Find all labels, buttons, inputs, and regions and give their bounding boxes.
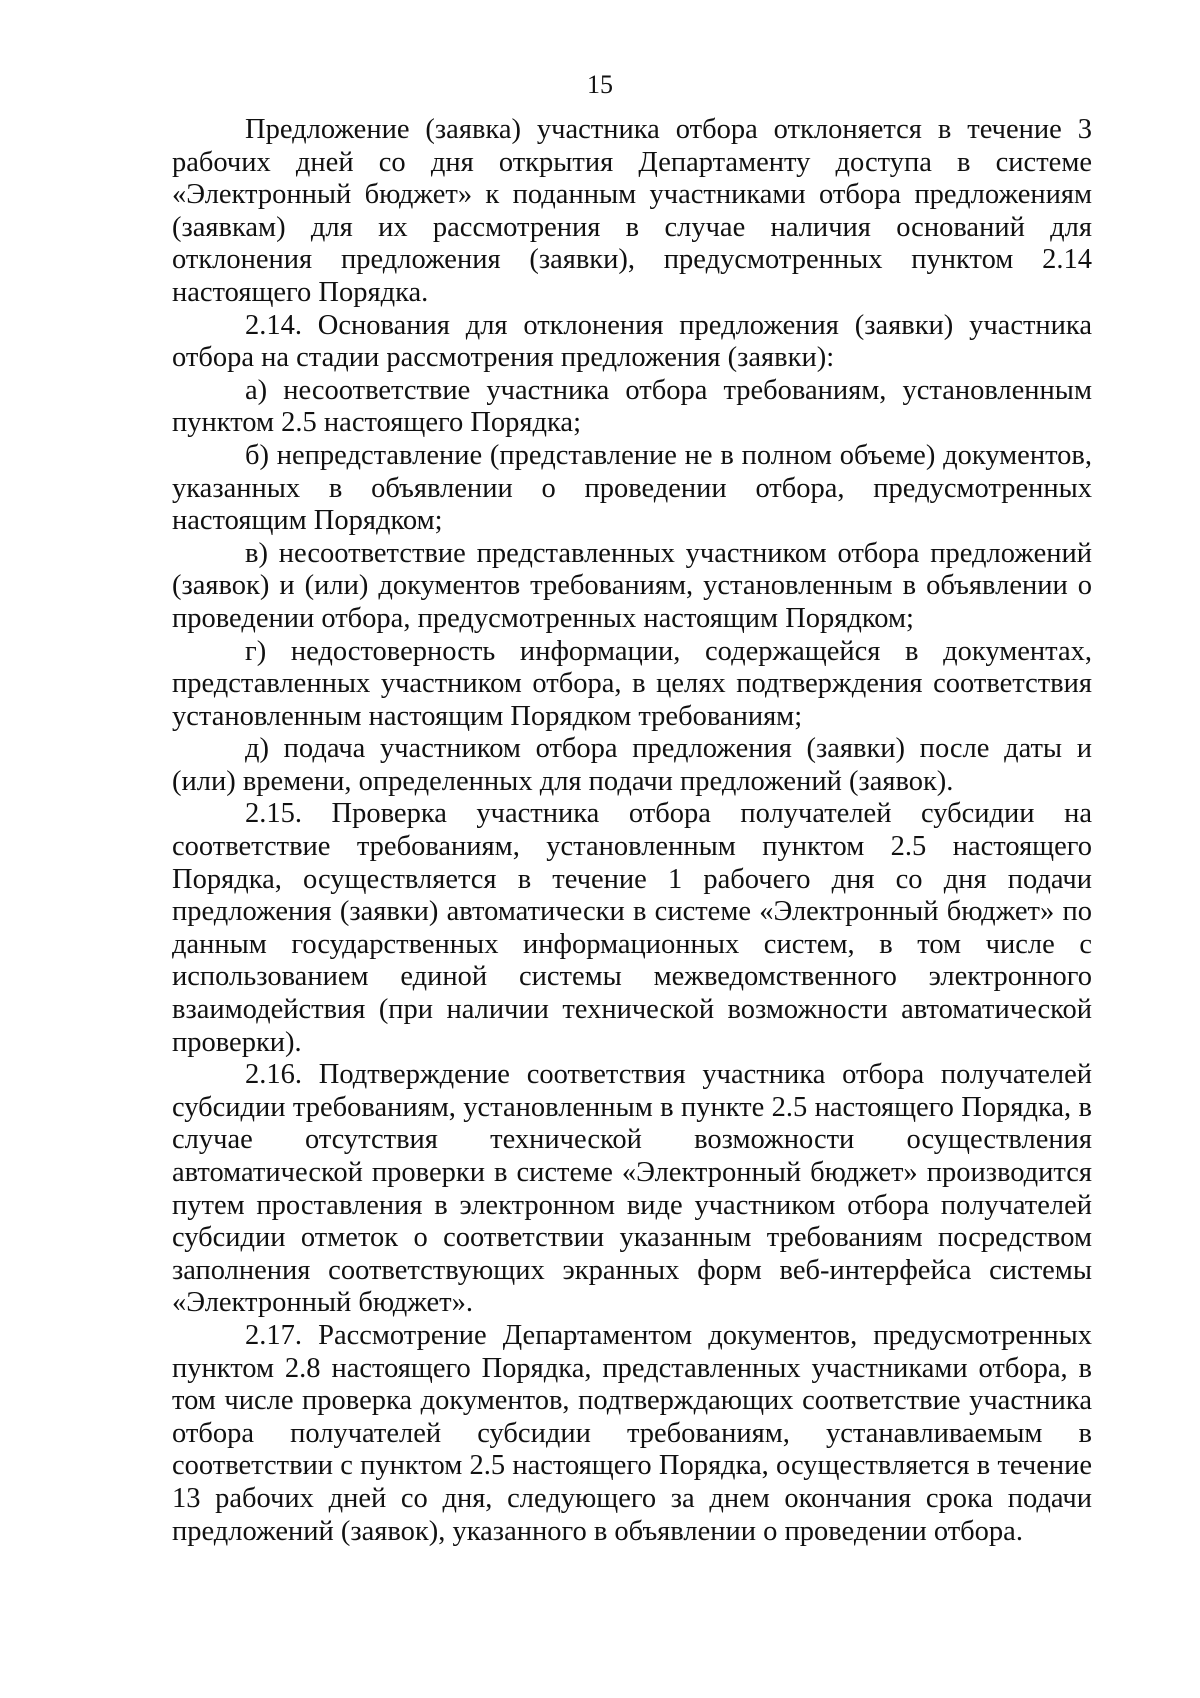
paragraph-2-14-v: в) несоответствие представленных участником отбора предложений (заявок) и (или) документов требованиям, установленным в объявлении о проведении отбора, предусмотренных настоящим Порядком; — [172, 537, 1092, 634]
paragraph-2-14-b: б) непредставление (представление не в полном объеме) документов, указанных в объявлении о проведении отбора, предусмотренных настоящим Порядком; — [172, 439, 1092, 537]
document-body — [172, 114, 1092, 1548]
paragraph-2-14-g: г) недостоверность информации, содержащейся в документах, представленных участником отбора, в целях подтверждения соответствия установленным настоящим Порядком требованиям; — [172, 635, 1092, 732]
paragraph-2-17: 2.17. Рассмотрение Департаментом документов, предусмотренных пунктом 2.8 настоящего Порядка, представленных участниками отбора, в том числе проверка документов, подтверждающих соответствие участника отбора получателей субсидии требованиям, устанавливаемым в соответствии с пунктом 2.5 настоящего Порядка, осуществляется в течение 13 рабочих дней со дня, следующего за днем окончания срока подачи предложений (заявок), указанного в объявлении о проведении отбора. — [172, 1319, 1092, 1547]
paragraph-2-16: 2.16. Подтверждение соответствия участника отбора получателей субсидии требованиям, установленным в пункте 2.5 настоящего Порядка, в случае отсутствия технической возможности осуществления автоматической проверки в системе «Электронный бюджет» производится путем проставления в электронном виде участником отбора получателей субсидии отметок о соответствии указанным требованиям посредством заполнения соответствующих экранных форм веб-интерфейса системы «Электронный бюджет». — [172, 1059, 1092, 1319]
page-number: 15 — [587, 70, 613, 99]
paragraph-rejection-term: Предложение (заявка) участника отбора отклоняется в течение 3 рабочих дней со дня открытия Департаменту доступа в системе «Электронный бюджет» к поданным участниками отбора предложениям (заявкам) для их рассмотрения в случае наличия оснований для отклонения предложения (заявки), предусмотренных пунктом 2.14 настоящего Порядка. — [172, 114, 1092, 308]
paragraph-2-14-d: д) подача участником отбора предложения (заявки) после даты и (или) времени, определенных для подачи предложений (заявок). — [172, 733, 1092, 797]
paragraph-2-14: 2.14. Основания для отклонения предложения (заявки) участника отбора на стадии рассмотрения предложения (заявки): — [172, 309, 1092, 374]
paragraph-2-15: 2.15. Проверка участника отбора получателей субсидии на соответствие требованиям, установленным пунктом 2.5 настоящего Порядка, осуществляется в течение 1 рабочего дня со дня подачи предложения (заявки) автоматически в системе «Электронный бюджет» по данным государственных информационных систем, в том числе с использованием единой системы межведомственного электронного взаимодействия (при наличии технической возможности автоматической проверки). — [172, 798, 1092, 1058]
paragraph-2-14-a: а) несоответствие участника отбора требованиям, установленным пунктом 2.5 настоящего Порядка; — [172, 374, 1092, 439]
